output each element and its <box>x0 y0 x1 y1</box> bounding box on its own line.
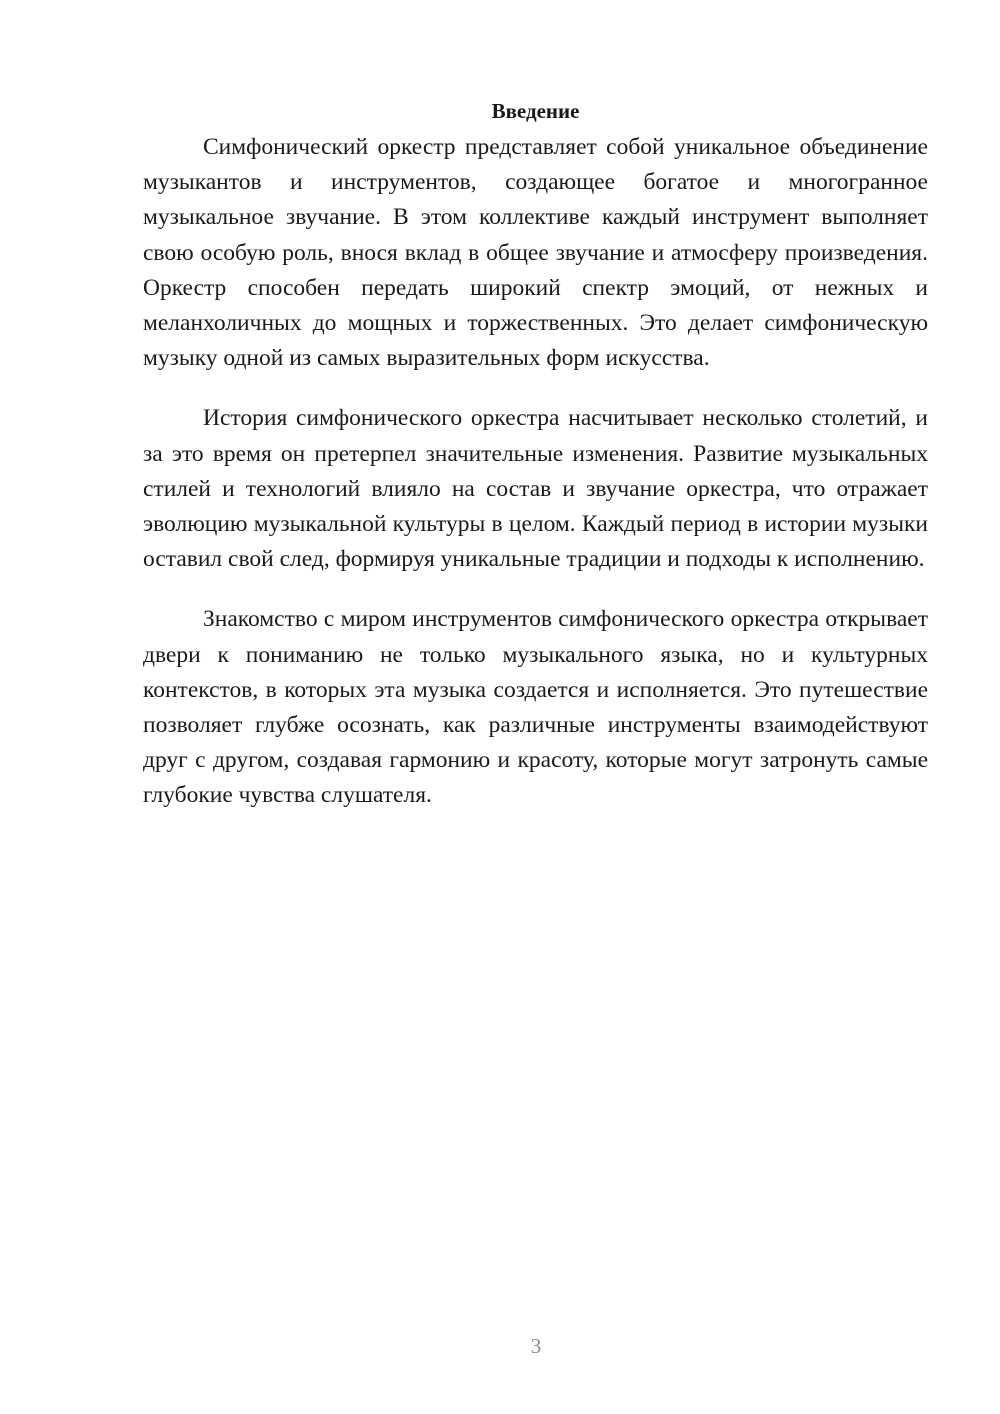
paragraph-2: История симфонического оркестра насчитывает несколько столетий, и за это время он претерпел значительные изменения. Развитие музыкальных стилей и технологий влияло на состав и звучание оркестра, что отражает эволюцию музыкальной культуры в целом. Каждый период в истории музыки оставил свой след, формируя уникальные традиции и подходы к исполнению. <box>143 405 928 573</box>
page-number: 3 <box>530 1334 542 1358</box>
section-title: Введение <box>491 99 580 123</box>
page-content <box>143 92 928 814</box>
paragraph-1: Симфонический оркестр представляет собой уникальное объединение музыкантов и инструментов, создающее богатое и многогранное музыкальное звучание. В этом коллективе каждый инструмент выполняет свою особую роль, внося вклад в общее звучание и атмосферу произведения. Оркестр способен передать широкий спектр эмоций, от нежных и меланхоличных до мощных и торжественных. Это делает симфоническую музыку одной из самых выразительных форм искусства. <box>143 134 928 372</box>
paragraph-3: Знакомство с миром инструментов симфонического оркестра открывает двери к пониманию не только музыкального языка, но и культурных контекстов, в которых эта музыка создается и исполняется. Это путешествие позволяет глубже осознать, как различные инструменты взаимодействуют друг с другом, создавая гармонию и красоту, которые могут затронуть самые глубокие чувства слушателя. <box>143 606 928 809</box>
